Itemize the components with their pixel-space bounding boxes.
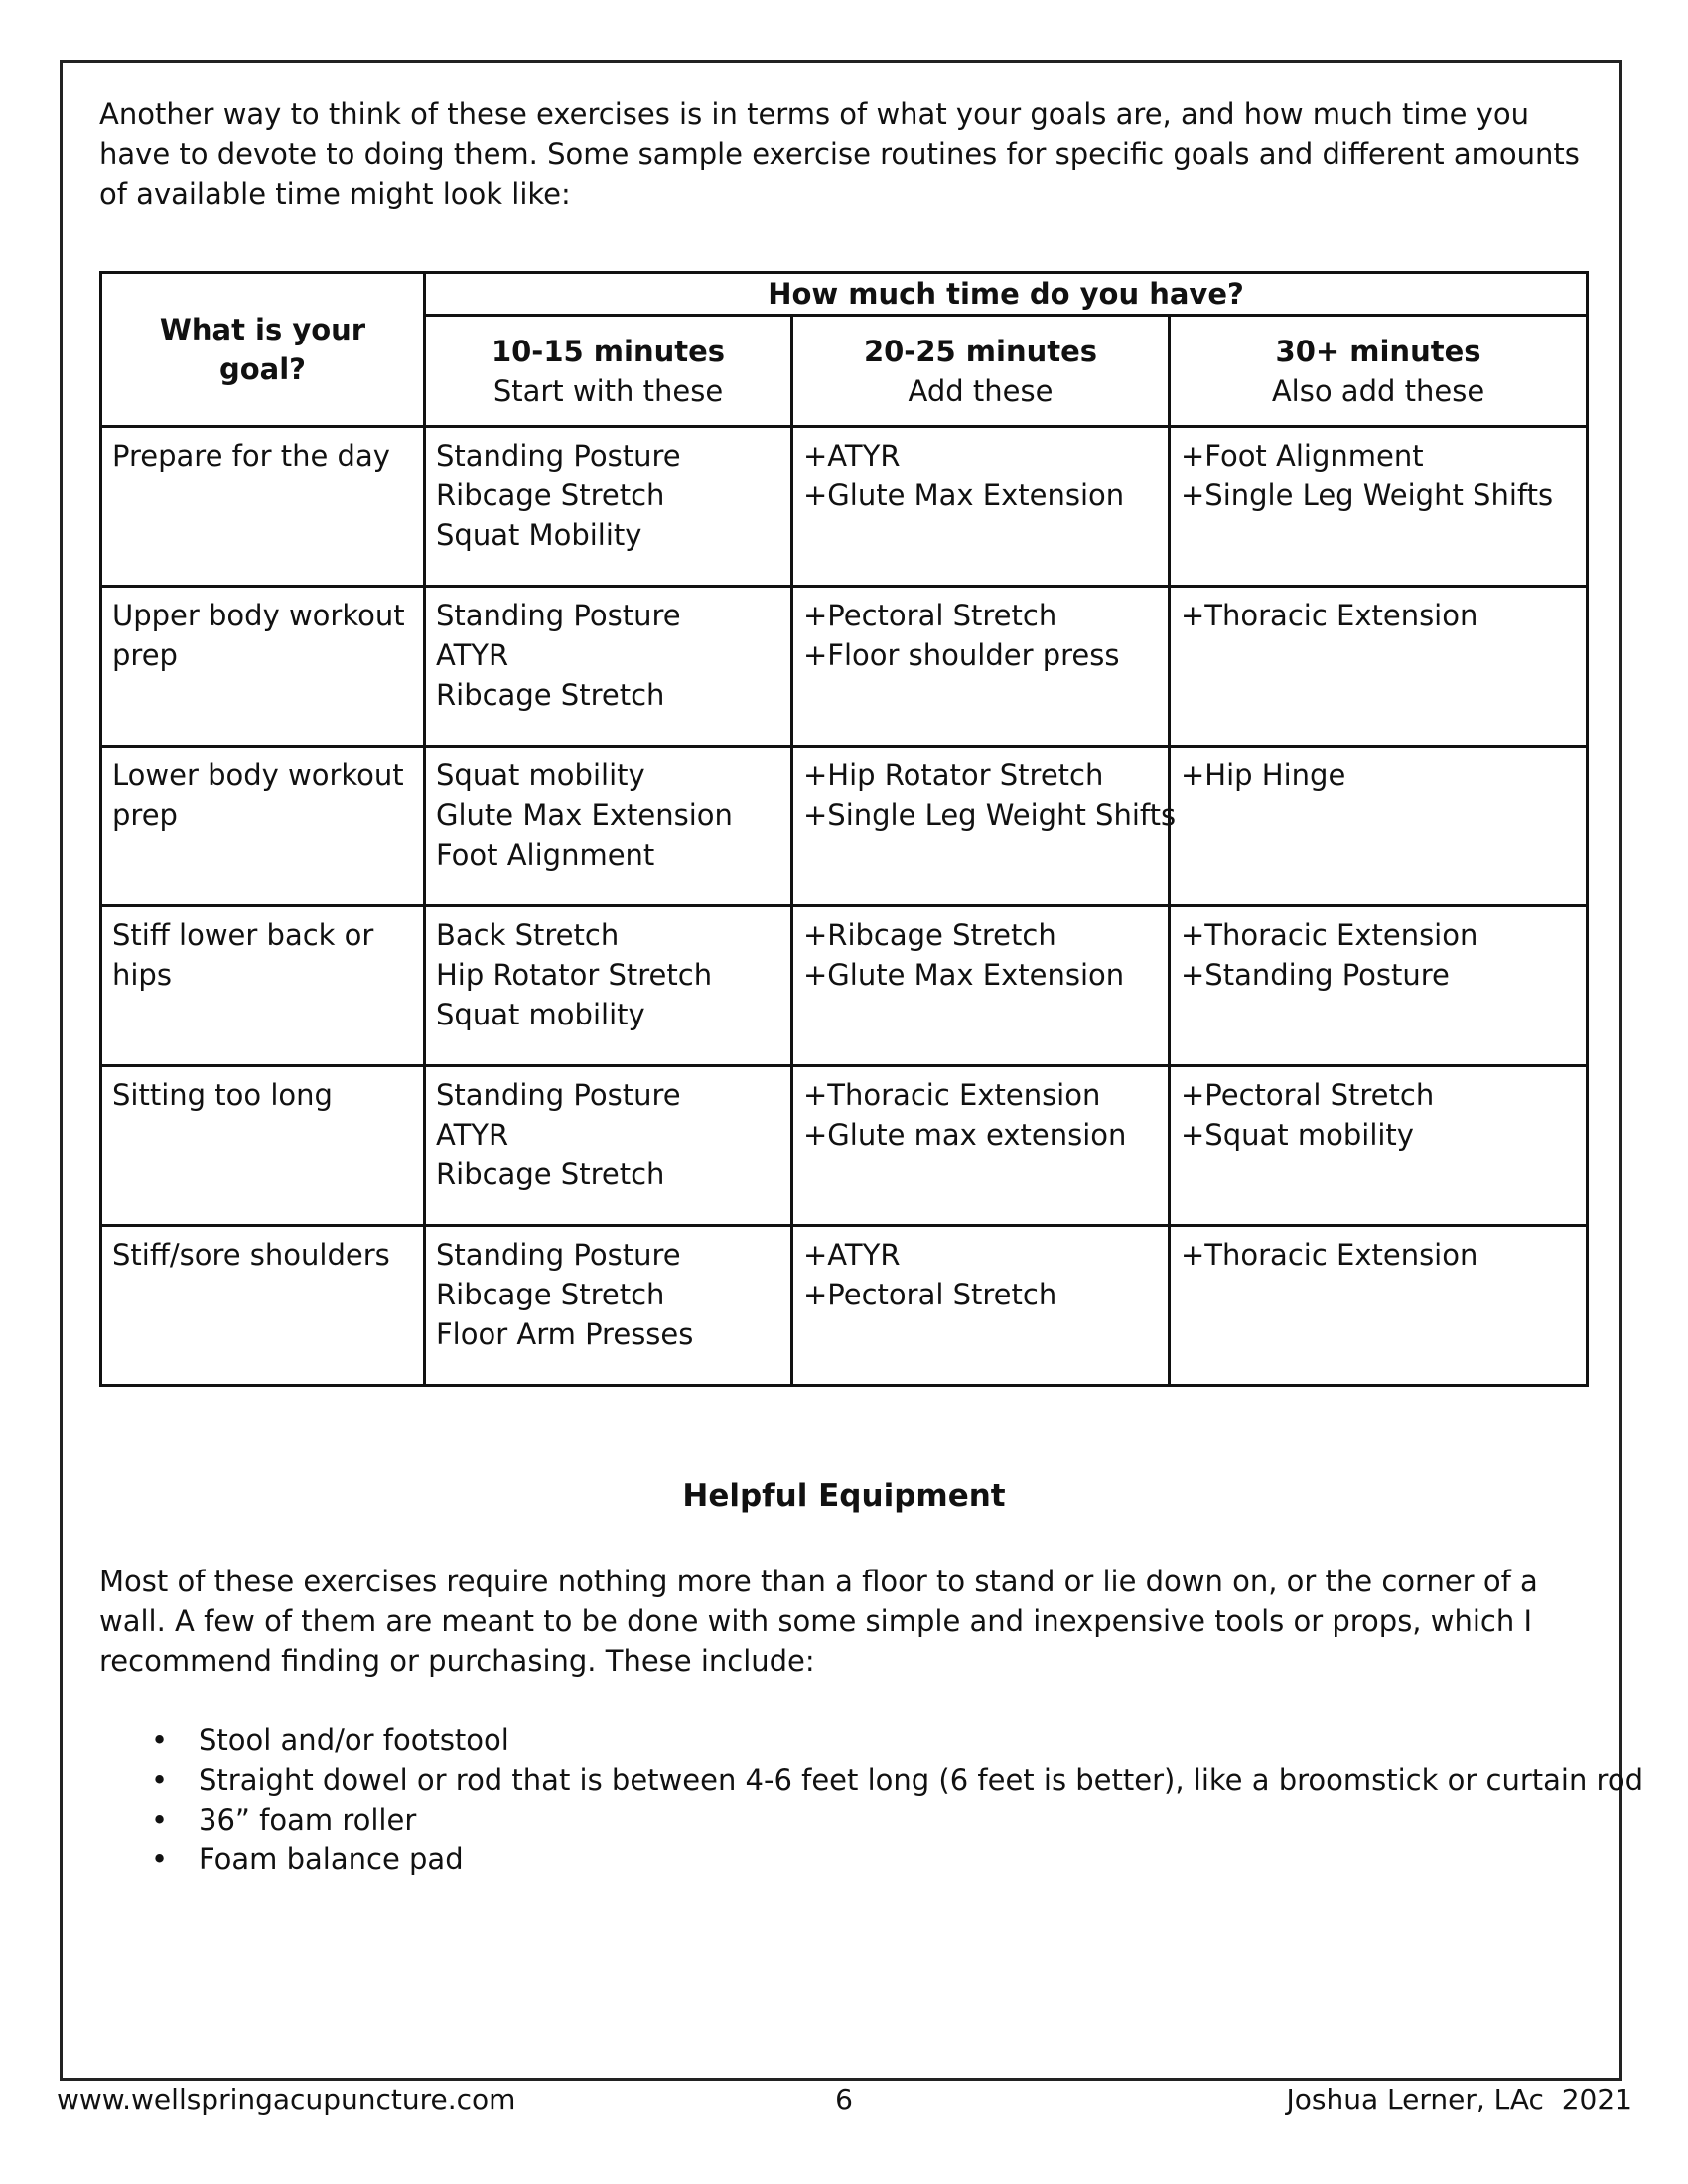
column-time: 20-25 minutes [863,334,1098,368]
exercise-item: +Glute max extension [803,1118,1127,1152]
exercise-cell [425,1066,792,1226]
exercise-item: Back Stretch [436,918,620,952]
column-header-10-15 [425,316,792,427]
footer-page-number: 6 [835,2083,853,2116]
exercise-item: Ribcage Stretch [436,478,665,512]
exercise-cell [425,747,792,906]
exercise-item: +Single Leg Weight Shifts [803,798,1177,832]
exercise-item: Squat Mobility [436,518,642,552]
goal-cell [101,427,425,587]
exercise-item: +Thoracic Extension [1181,918,1478,952]
exercise-cell [792,1226,1170,1386]
table-row [101,906,1588,1066]
exercise-item: +Pectoral Stretch [803,599,1057,632]
list-item [99,1840,1643,1879]
section-title-helpful-equipment: Helpful Equipment [682,1478,1006,1514]
goal-text: hips [112,958,172,992]
exercise-item: +Pectoral Stretch [1181,1078,1435,1112]
exercise-item: +Pectoral Stretch [803,1278,1057,1311]
column-note: Start with these [492,373,724,408]
exercise-item: Hip Rotator Stretch [436,958,713,992]
exercise-cell [792,747,1177,906]
exercise-item: +Glute Max Extension [803,478,1125,512]
exercise-item: +Standing Posture [1181,958,1450,992]
bullet-icon: • [151,1803,169,1837]
goal-cell [101,1066,425,1226]
exercise-item: +Hip Rotator Stretch [803,758,1104,792]
exercise-item: +ATYR [803,1238,901,1272]
exercise-cell [792,587,1170,747]
bullet-icon: • [151,1723,169,1757]
exercise-item: +Thoracic Extension [1181,599,1478,632]
goal-text: Lower body workout [112,758,404,792]
exercise-cell [1170,906,1588,1066]
equipment-item: Foam balance pad [199,1843,464,1876]
exercise-cell [425,1226,792,1386]
exercise-item: +ATYR [803,439,901,473]
list-item [99,1760,1643,1800]
table-row [101,427,1588,587]
goal-text: Prepare for the day [112,439,390,473]
table-row [101,1226,1588,1386]
footer-website: www.wellspringacupuncture.com [57,2083,516,2116]
footer-author: Joshua Lerner, LAc 2021 [1286,2083,1632,2116]
exercise-item: Squat mobility [436,758,645,792]
goal-text: prep [112,638,178,672]
exercise-item: Ribcage Stretch [436,1158,665,1191]
exercise-item: Glute Max Extension [436,798,733,832]
exercise-item: +Floor shoulder press [803,638,1120,672]
exercise-item: +Thoracic Extension [803,1078,1101,1112]
list-item [99,1800,1643,1840]
exercise-cell [1170,587,1588,747]
exercise-cell [792,906,1170,1066]
exercise-item: +Hip Hinge [1181,758,1346,792]
goal-column-header: What is your goal? [101,273,425,427]
goal-text: Upper body workout [112,599,405,632]
exercise-item: +Single Leg Weight Shifts [1181,478,1554,512]
exercise-cell [1170,747,1588,906]
exercise-item: Ribcage Stretch [436,1278,665,1311]
exercise-cell [1170,1226,1588,1386]
intro-paragraph: Another way to think of these exercises is in terms of what your goals are, and how much time you have to devote to doing them. Some sample exercise routines for specific goals and different amounts of available time might look like: [99,97,1580,210]
exercise-item: ATYR [436,638,509,672]
equipment-item: 36” foam roller [199,1803,417,1837]
exercise-item: Foot Alignment [436,838,655,872]
column-note: Add these [908,373,1054,408]
column-header-30-plus [1170,316,1588,427]
goal-cell [101,587,425,747]
goal-cell [101,1226,425,1386]
exercise-item: Standing Posture [436,599,681,632]
exercise-item: Floor Arm Presses [436,1317,694,1351]
goal-cell [101,906,425,1066]
column-time: 30+ minutes [1275,334,1481,368]
table-row [101,747,1588,906]
equipment-paragraph: Most of these exercises require nothing more than a floor to stand or lie down on, or the corner of a wall. A few of them are meant to be done with some simple and inexpensive tools or props, which I recommend finding or purchasing. These include: [99,1565,1538,1678]
exercise-item: +Ribcage Stretch [803,918,1056,952]
exercise-item: +Foot Alignment [1181,439,1424,473]
table-row [101,1066,1588,1226]
exercise-item: ATYR [436,1118,509,1152]
bullet-icon: • [151,1763,169,1797]
list-item [99,1720,1643,1760]
exercise-item: Squat mobility [436,998,645,1031]
exercise-cell [425,427,792,587]
exercise-item: Standing Posture [436,1238,681,1272]
column-note: Also add these [1271,373,1485,408]
column-time: 10-15 minutes [491,334,726,368]
table-row [101,587,1588,747]
exercise-item: Standing Posture [436,1078,681,1112]
goal-text: Stiff/sore shoulders [112,1238,390,1272]
exercise-item: Standing Posture [436,439,681,473]
exercise-cell [792,1066,1170,1226]
column-header-20-25 [792,316,1170,427]
goal-text: prep [112,798,178,832]
exercise-routine-table [99,271,1589,1387]
equipment-item: Straight dowel or rod that is between 4-6 feet long (6 feet is better), like a broomstick or curtain rod [199,1763,1643,1797]
exercise-item: +Glute Max Extension [803,958,1125,992]
goal-cell [101,747,425,906]
bullet-icon: • [151,1843,169,1876]
equipment-list [99,1720,1643,1879]
equipment-item: Stool and/or footstool [199,1723,509,1757]
exercise-item: +Thoracic Extension [1181,1238,1478,1272]
exercise-cell [1170,427,1588,587]
exercise-item: Ribcage Stretch [436,678,665,712]
exercise-cell [425,587,792,747]
goal-text: Sitting too long [112,1078,333,1112]
exercise-cell [425,906,792,1066]
goal-text: Stiff lower back or [112,918,374,952]
exercise-cell [1170,1066,1588,1226]
time-group-header: How much time do you have? [425,273,1588,316]
exercise-item: +Squat mobility [1181,1118,1414,1152]
exercise-cell [792,427,1170,587]
